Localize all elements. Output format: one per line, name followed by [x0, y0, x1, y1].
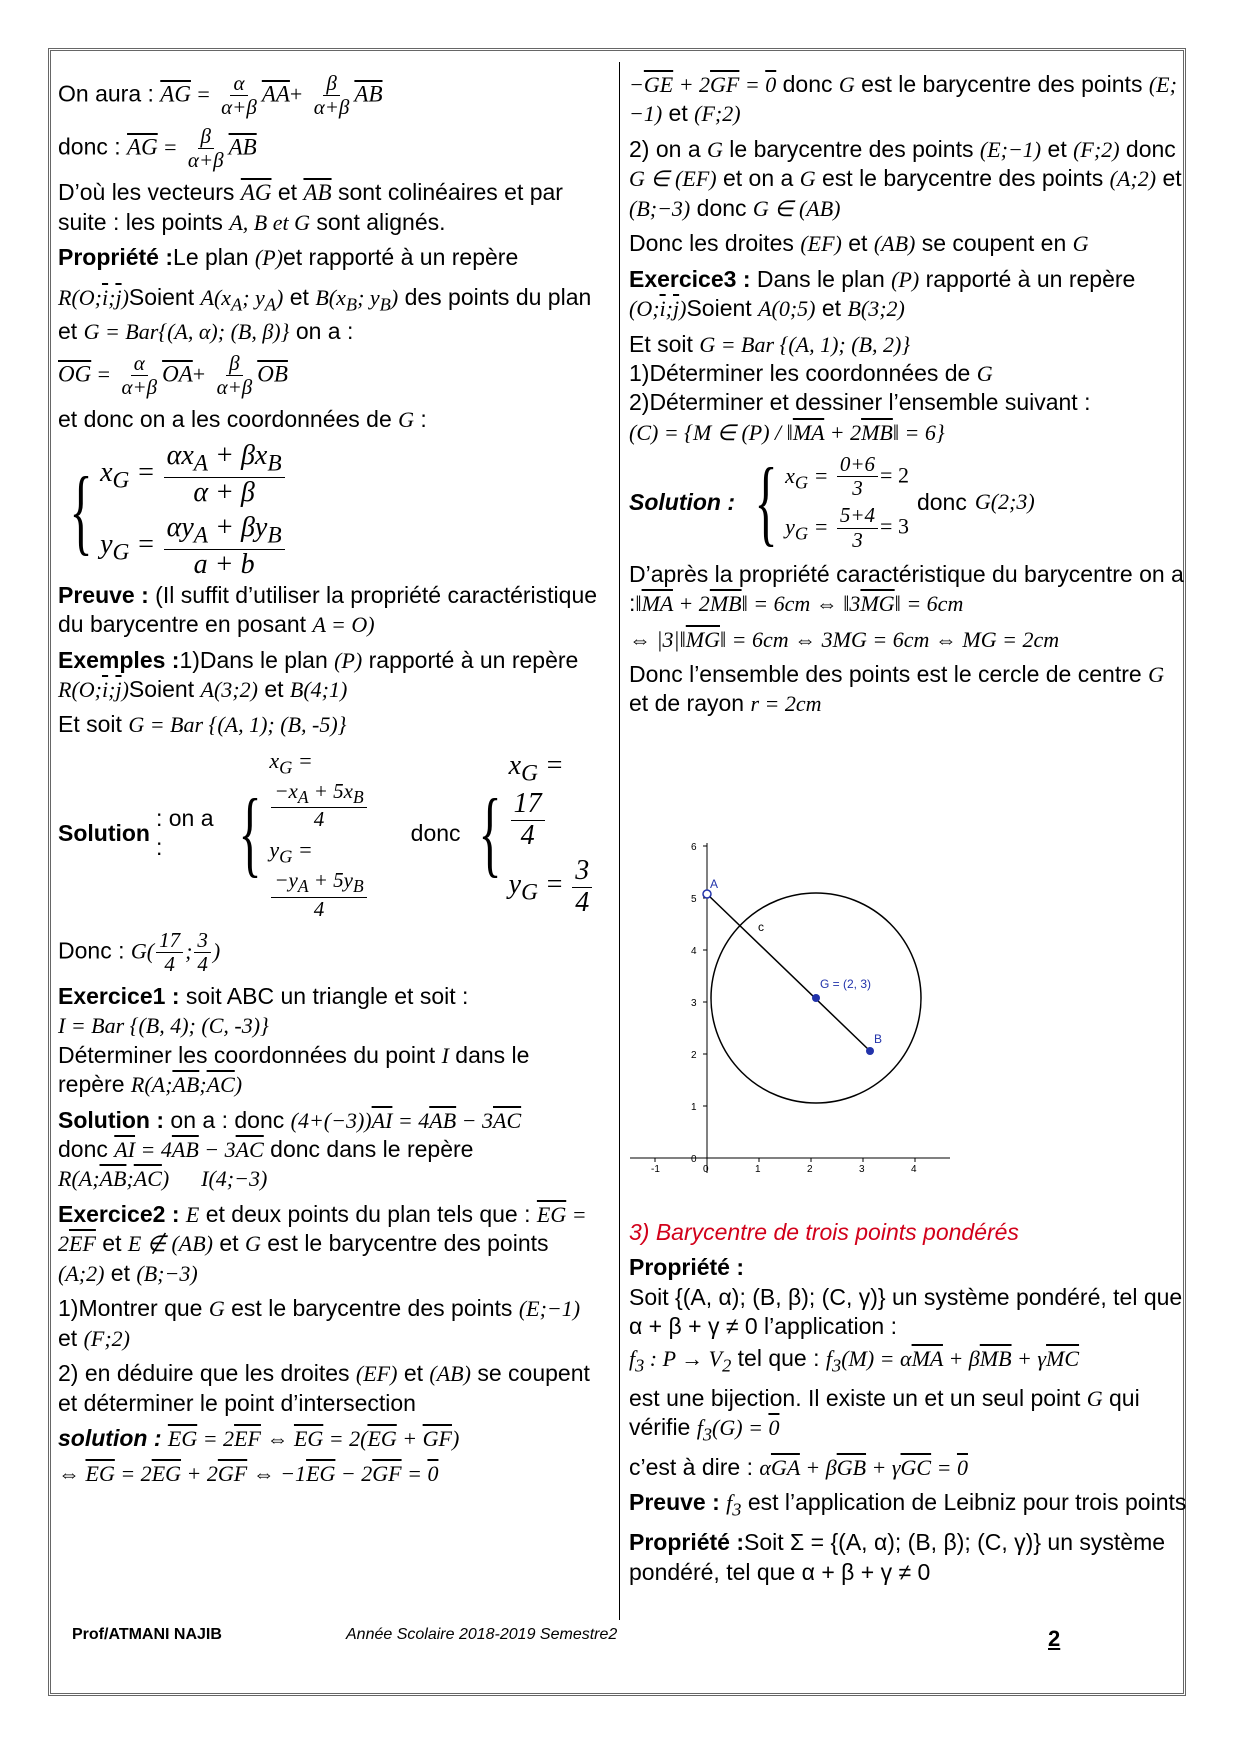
- preuve: [58, 581, 598, 640]
- eq-ag-line: On aura : $\overline{AG}$ = $\frac{\alpha}{\alpha+\beta}$ $\overline{AA}+$ $\frac{\beta}{\alpha+\beta}$ $\overline{AB}$: [58, 71, 383, 120]
- right-column-lower: [629, 1218, 1187, 1593]
- x-tick-label: 4: [911, 1164, 917, 1175]
- x-tick-label: -1: [651, 1164, 660, 1175]
- text: D’où les vecteurs: [58, 179, 235, 206]
- text: 1)Dans le plan: [179, 646, 328, 673]
- text: 2)Déterminer et dessiner l’ensemble suivant :: [629, 389, 1091, 416]
- colinear-text: D’où les vecteurs $\overline{AG}$ et $\overline{AB}$ sont colinéaires et par suite : les points A, B et G sont alignés.: [58, 179, 563, 235]
- section-3-title: 3) Barycentre de trois points pondérés: [629, 1219, 1019, 1245]
- text: donc: [696, 194, 747, 221]
- label: Exercice3 :: [629, 265, 751, 292]
- x-tick-label: 0: [703, 1164, 709, 1175]
- label: Solution :: [58, 1106, 165, 1133]
- footer-author: Prof/ATMANI NAJIB: [72, 1626, 222, 1643]
- text: donc: [58, 1136, 108, 1162]
- text: donc: [1125, 135, 1176, 162]
- text: rapporté à un repère: [925, 265, 1136, 292]
- r-line1: $-\overline{GE} + 2\overline{GF} = 0$ donc G est le barycentre des points (E;−1) et (F;2): [629, 71, 1177, 127]
- text: Soient: [128, 283, 195, 310]
- text: G = Bar{(A, α); (B, β)}: [83, 318, 290, 344]
- text: Le plan: [173, 244, 249, 271]
- exercice3: Exercice3 : Dans le plan (P) rapporté à un repère $(O;\overline{i};\overline{j})Soient$ A(0;5) et B(3;2): [629, 265, 1136, 322]
- text: est l’application de Leibniz pour trois points: [747, 1489, 1187, 1516]
- bijection: est une bijection. Il existe un et un seul point G qui vérifie $f_3(G) = 0$: [629, 1384, 1140, 1445]
- label: solution :: [58, 1424, 162, 1451]
- text: Dans le plan: [750, 265, 885, 292]
- text: : on a :: [155, 804, 214, 861]
- label: Exemples :: [58, 646, 180, 673]
- text: On aura :: [58, 80, 154, 107]
- text: donc dans le repère: [270, 1136, 474, 1162]
- text: c’est à dire :: [629, 1453, 753, 1480]
- text: Donc :: [58, 937, 125, 964]
- y-tick-label: 1: [691, 1102, 697, 1113]
- circle-graph: [630, 843, 960, 1188]
- text: 2) on a: [629, 135, 701, 162]
- text: Donc l’ensemble des points est le cercle de centre: [629, 660, 1142, 687]
- label: Propriété :: [629, 1254, 745, 1281]
- ex2-solution: solution : $\overline{EG} = 2\overline{EF}$ ⇔ $\overline{EG} = 2(\overline{EG} + \overline{GF})$: [58, 1424, 460, 1451]
- label: Exercice2 :: [58, 1200, 180, 1227]
- text: et: [102, 1230, 122, 1257]
- point-b: [866, 1047, 874, 1055]
- text: soit ABC un triangle et soit :: [179, 982, 469, 1009]
- y-tick-label: 5: [691, 894, 697, 905]
- text: Soient: [128, 676, 195, 702]
- text: sont colinéaires et par suite : les points: [58, 179, 563, 235]
- text: se coupent en: [921, 230, 1067, 257]
- text: et: [821, 295, 842, 322]
- label-g: G = (2, 3): [820, 977, 872, 991]
- y-tick-label: 4: [691, 946, 697, 957]
- label: Preuve :: [58, 581, 149, 608]
- cad: c’est à dire : $\alpha\overline{GA} + \beta\overline{GB} + \gamma\overline{GC} = 0$: [629, 1453, 968, 1480]
- text: G = Bar {(A, 1); (B, -5)}: [128, 712, 347, 738]
- text: rapporté à un repère: [368, 646, 579, 673]
- text: G = Bar {(A, 1); (B, 2)}: [699, 331, 911, 357]
- propriete-3: [629, 1253, 1187, 1341]
- text: et rapporté à un repère: [282, 244, 519, 271]
- text: donc: [410, 819, 461, 846]
- text: 2) en déduire que les droites: [58, 1360, 350, 1387]
- text: est une bijection. Il existe un et un seul point: [629, 1384, 1081, 1411]
- text: Soient: [686, 295, 752, 322]
- ex-bar: [58, 710, 598, 739]
- text: Et soit: [629, 330, 693, 357]
- text: dans le repère: [58, 1041, 530, 1098]
- exercice1: Exercice1 : soit ABC un triangle et soit : I = Bar {(B, 4); (C, -3)} Déterminer les coordonnées du point I dans le repère $R(A;\overline{AB};\overline{AC})$: [58, 982, 530, 1098]
- text: Déterminer les coordonnées du point: [58, 1041, 436, 1068]
- coord-lead: et donc on a les coordonnées de G :: [58, 406, 427, 433]
- text: Soit {(A, α); (B, β); (C, γ)} un système pondéré, tel que α + β + γ ≠ 0 l’application :: [629, 1283, 1183, 1340]
- text: le barycentre des points: [729, 135, 974, 162]
- text: et: [289, 283, 309, 310]
- left-column: [58, 72, 598, 1495]
- text: 1)Déterminer les coordonnées de: [629, 359, 971, 386]
- text: des points du plan et: [58, 283, 592, 344]
- footer-year: Année Scolaire 2018-2019 Semestre2: [346, 1626, 618, 1643]
- ex3-bar: Et soit G = Bar {(A, 1); (B, 2)} 1)Déterminer les coordonnées de G 2)Déterminer et dessiner l’ensemble suivant : (C) = {M ∈ $(P) / ‖\overline{MA}$ + $2\overline{MB}‖ = 6$}: [629, 330, 1091, 445]
- text: sont alignés.: [316, 208, 446, 235]
- label: Preuve :: [629, 1489, 720, 1516]
- x-tick-label: 1: [755, 1164, 761, 1175]
- exercice2: Exercice2 : E et deux points du plan tels que : $\overline{EG} = 2\overline{EF}$ et E ∉ (AB) et G est le barycentre des points (A;2) et (B;−3): [58, 1200, 587, 1286]
- ex1-solution: Solution : on a : donc $(4+(-3))\overline{AI} = 4\overline{AB} - 3\overline{AC}$ donc $\overline{AI} = 4\overline{AB} - 3\overline{AC}$ donc dans le repère $R(A;\overline{AB};\overline{AC})$ I(4;−3): [58, 1106, 522, 1192]
- eq-ag-donc: donc : $\overline{AG}$ = $\frac{\beta}{\alpha+\beta}$ $\overline{AB}$: [58, 124, 257, 173]
- x-tick-label: 3: [859, 1164, 865, 1175]
- label-b: B: [874, 1032, 883, 1046]
- label: Propriété :: [629, 1529, 745, 1556]
- text: et de rayon: [629, 690, 745, 717]
- point-a: [703, 890, 711, 898]
- text: et on a: [722, 165, 794, 192]
- text: on a : donc: [170, 1106, 285, 1133]
- ex2-q1: 1)Montrer que G est le barycentre des points (E;−1) et (F;2): [58, 1295, 581, 1351]
- text: Donc les droites: [629, 230, 794, 257]
- text: est le barycentre des points: [267, 1230, 549, 1257]
- apres: D’après la propriété caractéristique du barycentre on a $:‖\overline{MA}$ + $2\overline{MB}‖ = 6cm$ ⇔ $‖3\overline{MG}‖ = 6cm$: [629, 560, 1184, 617]
- text: est le barycentre des points: [861, 71, 1143, 97]
- page-number: 2: [1048, 1626, 1061, 1651]
- f3-def: $f_3$ : $P \to V_2$ tel que : $f_3(M) = \alpha\overline{MA} + \beta\overline{MB} + \gamma\overline{MC}$: [629, 1344, 1080, 1376]
- propriete-1: Propriété :Le plan (P)et rapporté à un repère: [58, 244, 519, 271]
- text: D’après la propriété caractéristique du barycentre on a :: [629, 560, 1184, 617]
- equiv: ⇔ $|3|‖\overline{MG}‖ = 6cm$ ⇔ 3MG = 6cm ⇔ MG = 2cm: [629, 626, 1060, 652]
- preuve-2: Preuve : $f_3$ est l’application de Leibniz pour trois points: [629, 1489, 1187, 1520]
- label: Solution: [58, 819, 150, 846]
- text: et: [277, 179, 298, 206]
- text: se coupent et déterminer le point d’intersection: [58, 1360, 590, 1416]
- text: et donc on a les coordonnées de: [58, 406, 392, 433]
- y-tick-label: 3: [691, 998, 697, 1009]
- column-divider: [619, 62, 620, 1620]
- y-tick-label: 2: [691, 1050, 697, 1061]
- segment-ab: [707, 894, 870, 1051]
- text: et: [219, 1230, 239, 1257]
- exemples: Exemples :1)Dans le plan (P) rapporté à un repère $R(O;\overline{i};\overline{j})Soient$ A(3;2) et B(4;1): [58, 646, 579, 702]
- solution-1: Solution : on a : { $x_G$ = $\frac{-x_A + 5x_B}{4}$ $y_G$ = $\frac{-y_A + 5y_B}{4}$ donc { $x_G$ = $\frac{17}{4}$ $y_G$ = $\frac{3}{4}$: [58, 746, 598, 921]
- label-c: c: [758, 920, 764, 934]
- text: A, B et G: [229, 209, 310, 235]
- ex2-solution-2: ⇔ $\overline{EG} = 2\overline{EG} + 2\overline{GF}$ ⇔ $-1\overline{EG} - 2\overline{GF} = 0$: [58, 1461, 439, 1487]
- text: et deux points du plan tels que :: [205, 1200, 531, 1227]
- text: est le barycentre des points: [231, 1295, 513, 1322]
- label: Exercice1 :: [58, 982, 180, 1009]
- r-line2: 2) on a G le barycentre des points (E;−1) et (F;2) donc G ∈ (EF) et on a G est le barycentre des points (A;2) et (B;−3) donc G ∈ (AB): [629, 135, 1182, 221]
- ex2-q2: 2) en déduire que les droites (EF) et (AB) se coupent et déterminer le point d’intersection: [58, 1360, 590, 1416]
- label-a: A: [710, 877, 719, 891]
- x-tick-label: 2: [807, 1164, 813, 1175]
- text: tel que :: [737, 1344, 820, 1371]
- text: 1)Montrer que: [58, 1295, 203, 1322]
- y-tick-label: 6: [691, 843, 697, 853]
- label: Propriété :: [58, 244, 174, 271]
- coord-system: { $x_G$ = $\frac{\alpha x_A + \beta x_B}{\alpha + \beta}$ $y_G$ = $\frac{\alpha y_A + \beta y_B}{a + b}$: [58, 441, 287, 581]
- text: est le barycentre des points: [822, 165, 1104, 192]
- label: Solution :: [629, 488, 736, 515]
- donc-g: Donc : G( $\frac{17}{4}$ ; $\frac{3}{4}$ ): [58, 927, 221, 976]
- text: A = O): [312, 612, 375, 638]
- text: Et soit: [58, 711, 122, 738]
- text: et: [264, 676, 284, 702]
- ex3-solution: Solution : { $x_G$ = $\frac{0+6}{3}$ = 2 $y_G$ = $\frac{5+4}{3}$ = 3 donc G(2;3): [629, 448, 1035, 556]
- text: donc: [782, 71, 833, 97]
- eq-og: $\overline{OG}$ = $\frac{\alpha}{\alpha+\beta}$ $\overline{OA}+$ $\frac{\beta}{\alpha+\beta}$ $\overline{OB}$: [58, 350, 288, 400]
- y-tick-label: 0: [691, 1154, 697, 1165]
- propriete-1b: $R(O;\overline{i};\overline{j})Soient$ $A(x_A$; $y_A$) et $B(x_B$; $y_B$) des points du plan et G = Bar{(A, α); (B, β)} on a :: [58, 283, 592, 344]
- propriete-4: [629, 1528, 1187, 1587]
- text: qui vérifie: [629, 1384, 1140, 1441]
- text: on a :: [295, 317, 354, 344]
- text: (Il suffit d’utiliser la propriété caractéristique du barycentre en posant: [58, 581, 598, 638]
- right-column: [629, 70, 1187, 725]
- conclusion: Donc l’ensemble des points est le cercle de centre G et de rayon r = 2cm: [629, 660, 1164, 717]
- text: I = Bar {(B, 4); (C, -3)}: [58, 1013, 269, 1039]
- text: donc :: [58, 133, 121, 160]
- r-line3: Donc les droites (EF) et (AB) se coupent en G: [629, 230, 1089, 257]
- text: donc: [916, 488, 967, 515]
- text: G: [398, 407, 415, 433]
- point-g: [812, 994, 820, 1002]
- text: Soit Σ = {(A, α); (B, β); (C, γ)} un système pondéré, tel que α + β + γ ≠ 0: [629, 1529, 1166, 1585]
